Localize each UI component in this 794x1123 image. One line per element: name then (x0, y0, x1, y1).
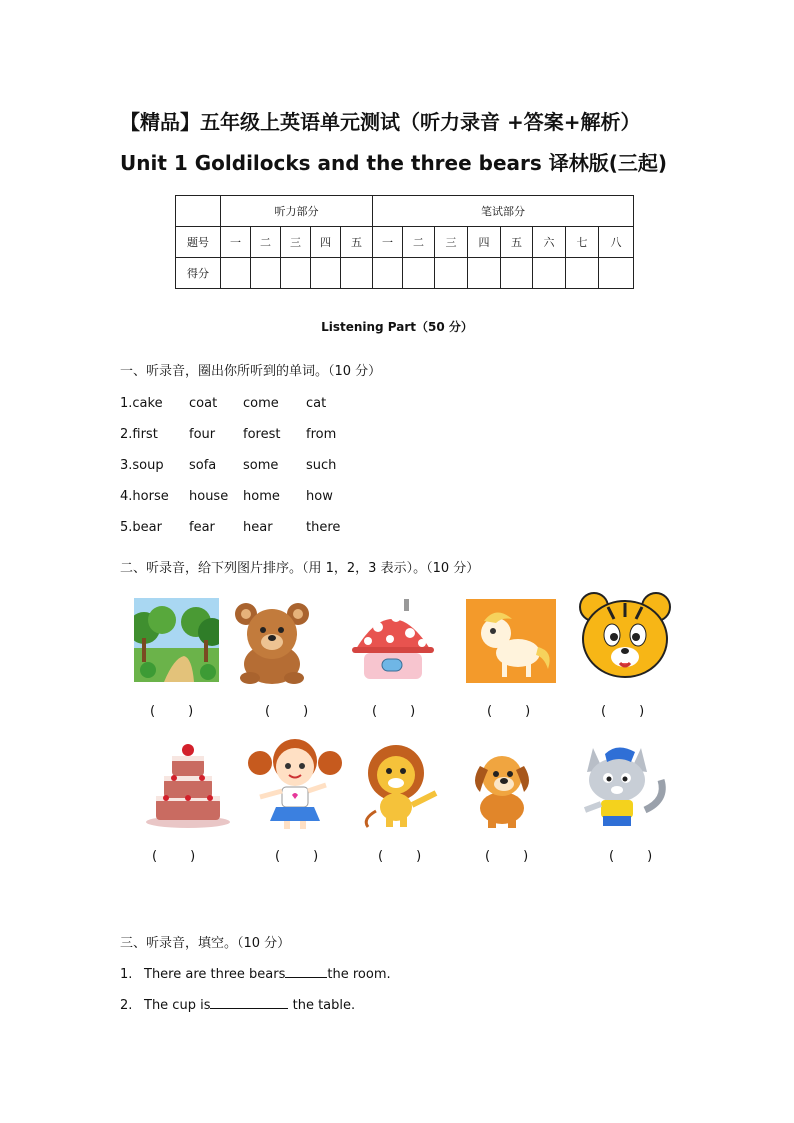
answer-parenthesis[interactable]: ( ) (372, 704, 416, 719)
item-number: 2. (120, 998, 133, 1013)
score-cell[interactable] (403, 258, 435, 289)
score-cell[interactable] (435, 258, 468, 289)
section1-heading: 一、听录音，圈出你所听到的单词。（10 分） (120, 364, 382, 379)
answer-parenthesis[interactable]: ( ) (485, 849, 529, 864)
score-cell[interactable] (311, 258, 341, 289)
score-label: 得分 (176, 258, 221, 289)
sentence-after-blank: the room. (327, 967, 391, 982)
question-number-cell: 一 (221, 227, 251, 258)
score-cell[interactable] (373, 258, 403, 289)
question-number-cell: 二 (251, 227, 281, 258)
score-cell[interactable] (281, 258, 311, 289)
score-row (176, 258, 634, 289)
word-option[interactable]: cat (306, 396, 327, 411)
tiger-picture (578, 589, 672, 683)
word-option[interactable]: such (306, 458, 337, 473)
lion-picture (356, 741, 444, 829)
teddy-bear-picture (232, 600, 312, 684)
word-option[interactable]: from (306, 427, 337, 442)
score-cell[interactable] (533, 258, 566, 289)
word-option[interactable]: there (306, 520, 341, 535)
listening-part-header: 听力部分 (221, 196, 373, 227)
cat-picture (575, 740, 670, 832)
section3-heading: 三、听录音，填空。（10 分） (120, 936, 291, 951)
word-option[interactable]: come (243, 396, 279, 411)
score-cell[interactable] (251, 258, 281, 289)
listening-part-heading: Listening Part（50 分） (321, 320, 473, 334)
sentence-after-blank: the table. (288, 998, 356, 1013)
cake-picture (144, 740, 232, 828)
word-option[interactable]: coat (189, 396, 218, 411)
girl-picture (246, 737, 344, 832)
sentence-before-blank: The cup is (144, 998, 211, 1013)
answer-blank[interactable] (285, 976, 327, 978)
word-option[interactable]: how (306, 489, 333, 504)
answer-parenthesis[interactable]: ( ) (150, 704, 194, 719)
score-cell[interactable] (221, 258, 251, 289)
word-option[interactable]: four (189, 427, 216, 442)
answer-parenthesis[interactable]: ( ) (152, 849, 196, 864)
score-cell[interactable] (468, 258, 501, 289)
word-option[interactable]: fear (189, 520, 215, 535)
answer-blank[interactable] (210, 1007, 288, 1009)
word-number-option[interactable]: 1.cake (120, 396, 163, 411)
question-number-row (176, 227, 634, 258)
document-subtitle: Unit 1 Goldilocks and the three bears 译林版(三起) (120, 151, 668, 175)
question-number-cell: 八 (599, 227, 634, 258)
question-number-cell: 七 (566, 227, 599, 258)
fill-blank-item (120, 998, 355, 1013)
forest-picture (134, 598, 219, 682)
question-number-cell: 四 (468, 227, 501, 258)
word-option[interactable]: home (243, 489, 280, 504)
word-number-option[interactable]: 5.bear (120, 520, 162, 535)
score-cell[interactable] (341, 258, 373, 289)
answer-parenthesis[interactable]: ( ) (265, 704, 309, 719)
score-table (175, 195, 634, 289)
answer-parenthesis[interactable]: ( ) (487, 704, 531, 719)
question-number-cell: 六 (533, 227, 566, 258)
word-number-option[interactable]: 4.horse (120, 489, 169, 504)
puppy-picture (466, 748, 538, 830)
document-title: 【精品】五年级上英语单元测试（听力录音 +答案+解析） (120, 110, 641, 134)
question-number-cell: 三 (281, 227, 311, 258)
answer-parenthesis[interactable]: ( ) (601, 704, 645, 719)
question-number-cell: 一 (373, 227, 403, 258)
word-option[interactable]: sofa (189, 458, 217, 473)
score-cell[interactable] (501, 258, 533, 289)
pony-picture (466, 599, 556, 683)
question-number-cell: 四 (311, 227, 341, 258)
word-option[interactable]: forest (243, 427, 281, 442)
word-option[interactable]: hear (243, 520, 273, 535)
word-option[interactable]: some (243, 458, 279, 473)
question-number-label: 题号 (176, 227, 221, 258)
score-cell[interactable] (566, 258, 599, 289)
section2-heading: 二、听录音，给下列图片排序。（用 1，2，3 表示）。（10 分） (120, 561, 480, 576)
score-cell[interactable] (599, 258, 634, 289)
mushroom-house-picture (344, 597, 440, 683)
question-number-cell: 五 (341, 227, 373, 258)
fill-blank-item (120, 967, 391, 982)
written-part-header: 笔试部分 (373, 196, 634, 227)
sentence-before-blank: There are three bears (144, 967, 286, 982)
answer-parenthesis[interactable]: ( ) (275, 849, 319, 864)
word-option[interactable]: house (189, 489, 229, 504)
word-number-option[interactable]: 2.first (120, 427, 158, 442)
question-number-cell: 三 (435, 227, 468, 258)
question-number-cell: 五 (501, 227, 533, 258)
word-number-option[interactable]: 3.soup (120, 458, 164, 473)
question-number-cell: 二 (403, 227, 435, 258)
item-number: 1. (120, 967, 133, 982)
answer-parenthesis[interactable]: ( ) (378, 849, 422, 864)
answer-parenthesis[interactable]: ( ) (609, 849, 653, 864)
